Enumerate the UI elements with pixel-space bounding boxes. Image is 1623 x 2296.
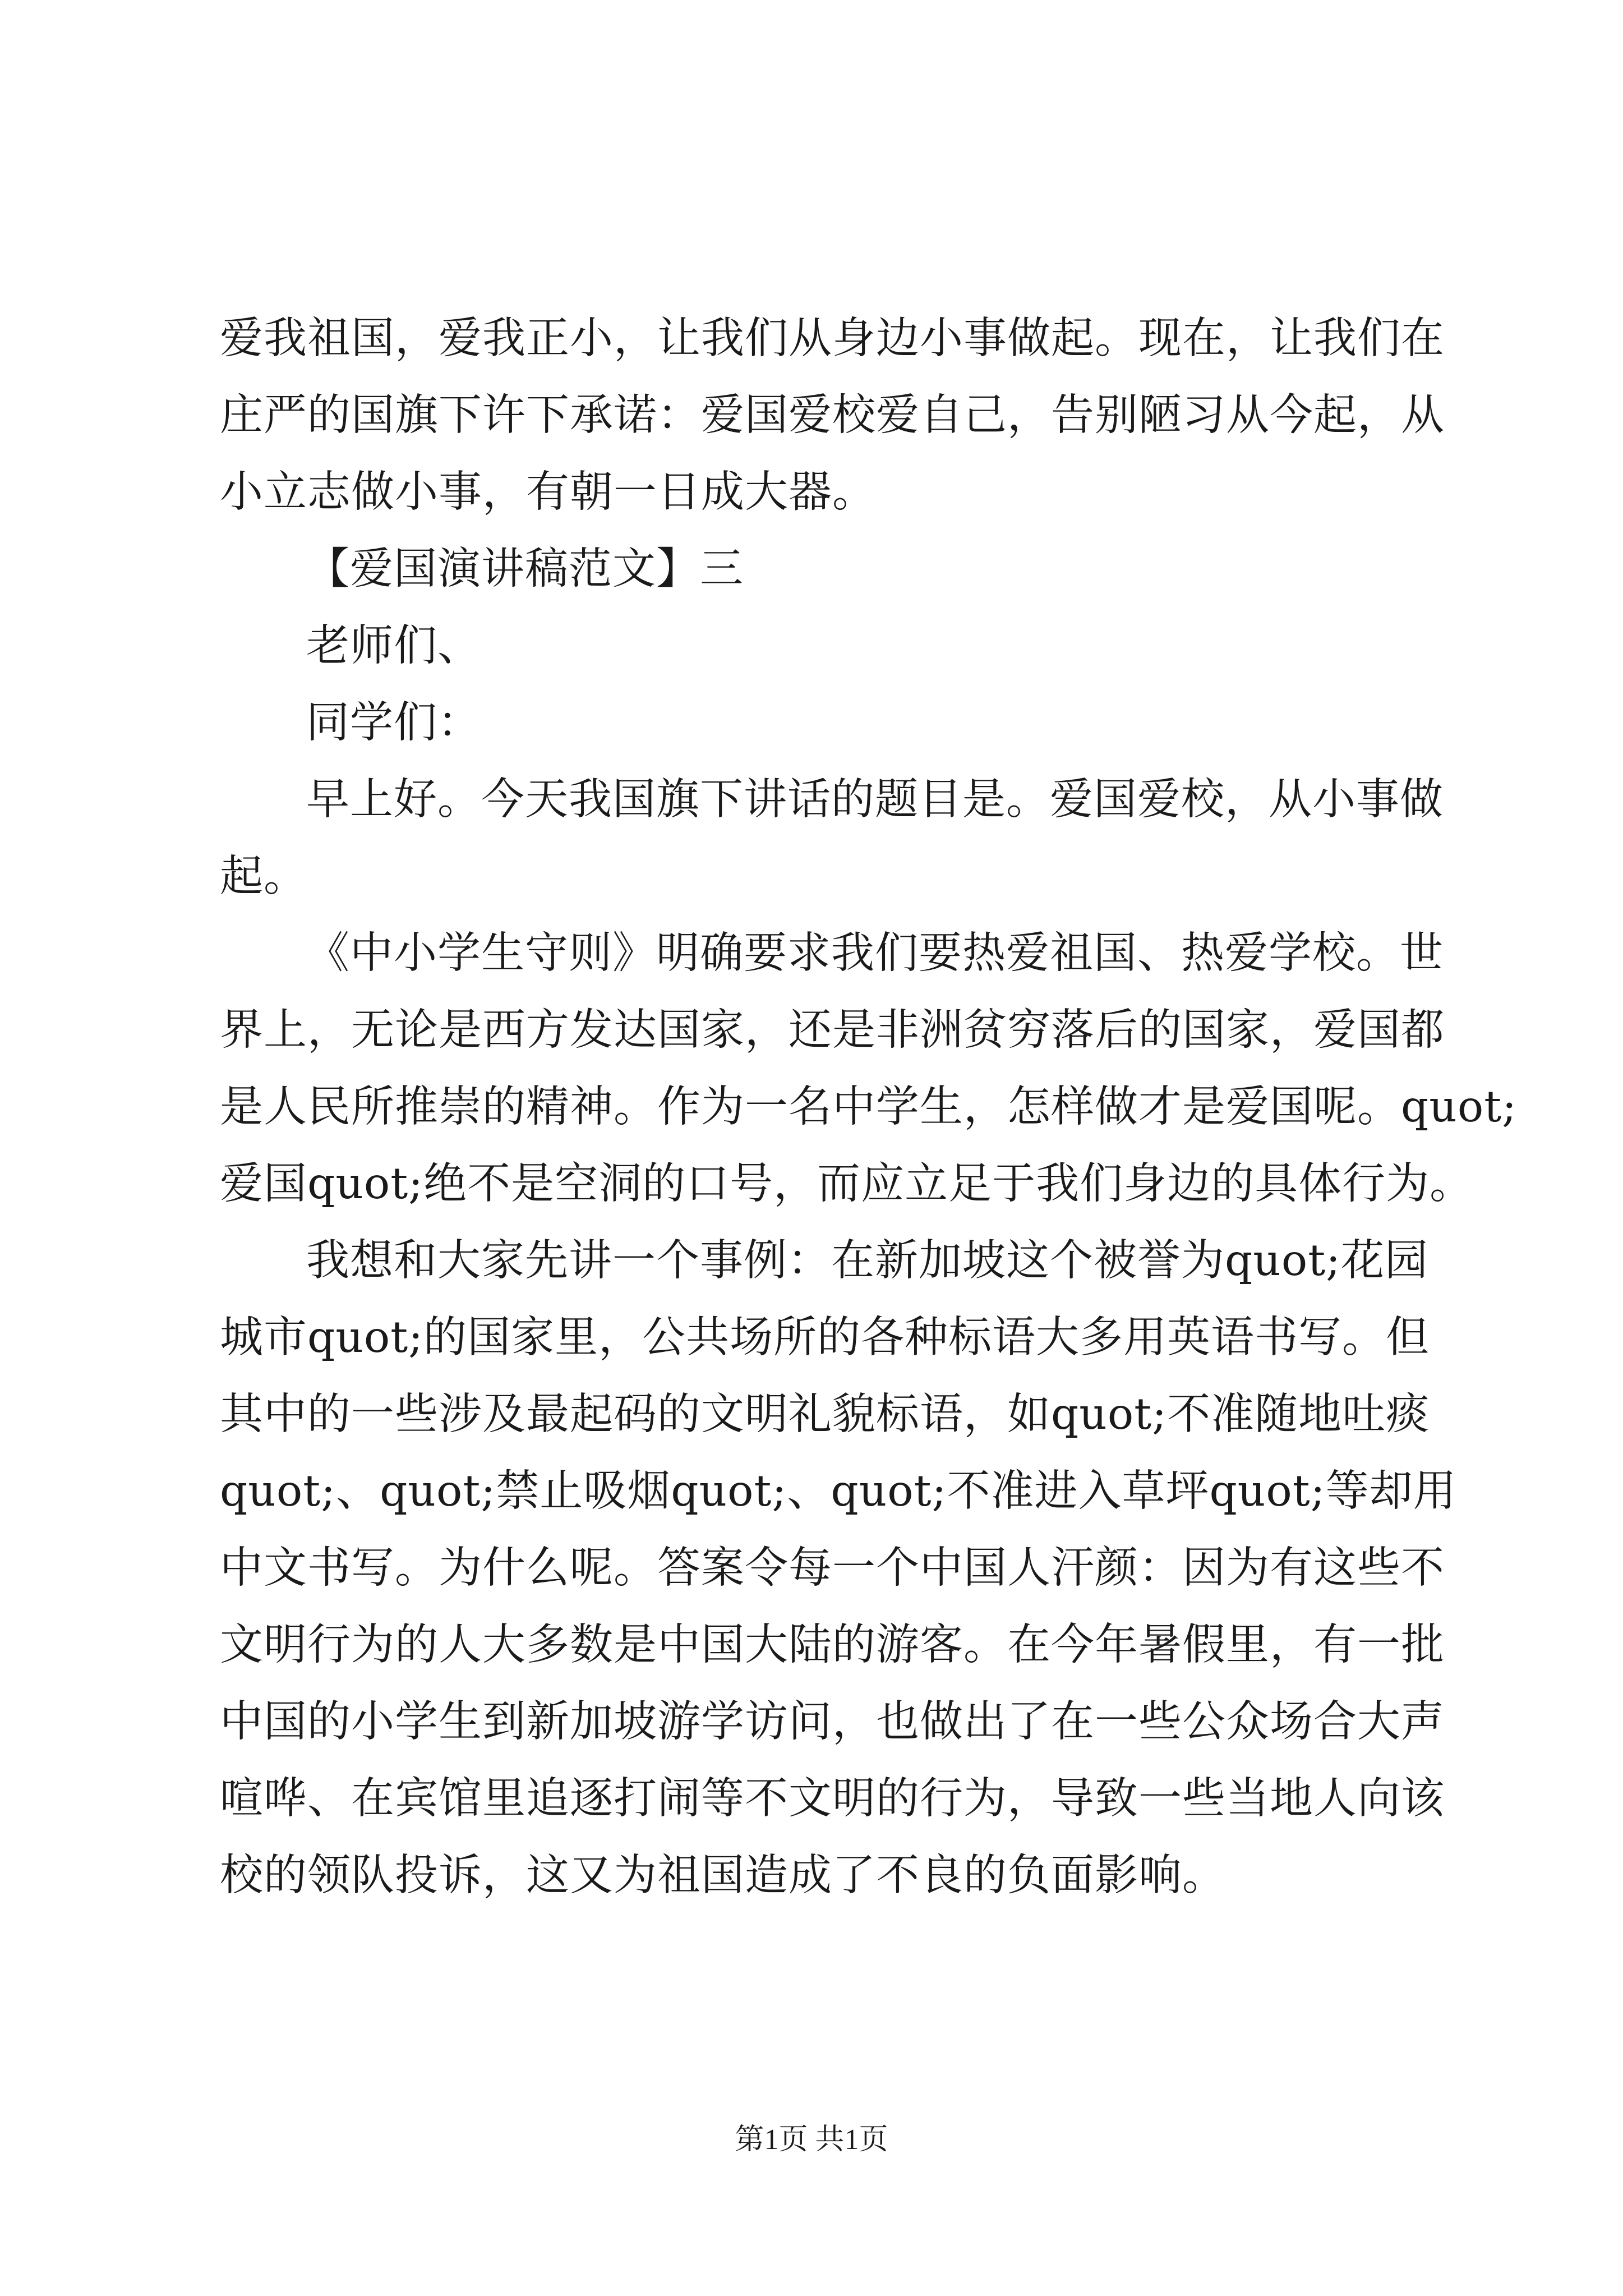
paragraph-line: 界上，无论是西方发达国家，还是非洲贫穷落后的国家，爱国都 [220,1005,1445,1055]
salutation-line: 同学们： [306,698,481,748]
paragraph-line: 《中小学生守则》明确要求我们要热爱祖国、热爱学校。世 [306,928,1444,978]
paragraph-line: 文明行为的人大多数是中国大陆的游客。在今年暑假里，有一批 [220,1620,1445,1670]
document-body [220,300,1518,1914]
paragraph-line: 起。 [220,852,307,901]
paragraph-line: 城市quot;的国家里，公共场所的各种标语大多用英语书写。但 [220,1313,1430,1363]
page-number-footer: 第1页 共1页 [735,2124,888,2156]
paragraph-line: 其中的一些涉及最起码的文明礼貌标语，如quot;不准随地吐痰 [220,1389,1430,1439]
paragraph-line: 庄严的国旗下许下承诺：爱国爱校爱自己，告别陋习从今起，从 [220,390,1445,440]
paragraph-line: 爱我祖国，爱我正小，让我们从身边小事做起。现在，让我们在 [220,314,1445,364]
paragraph-line: 是人民所推崇的精神。作为一名中学生，怎样做才是爱国呢。quot; [220,1082,1518,1132]
paragraph-line: 小立志做小事，有朝一日成大器。 [220,467,876,517]
salutation-line: 老师们、 [306,621,481,671]
paragraph-line: 中文书写。为什么呢。答案令每一个中国人汗颜：因为有这些不 [220,1543,1445,1593]
paragraph-line: quot;、quot;禁止吸烟quot;、quot;不准进入草坪quot;等却用 [220,1466,1457,1516]
paragraph-line: 早上好。今天我国旗下讲话的题目是。爱国爱校，从小事做 [306,775,1444,825]
paragraph-line: 爱国quot;绝不是空洞的口号，而应立足于我们身边的具体行为。 [220,1159,1474,1209]
paragraph-line: 中国的小学生到新加坡游学访问，也做出了在一些公众场合大声 [220,1697,1445,1747]
paragraph-line: 喧哗、在宾馆里追逐打闹等不文明的行为，导致一些当地人向该 [220,1774,1445,1824]
section-heading: 【爱国演讲稿范文】三 [306,544,744,594]
paragraph-line: 我想和大家先讲一个事例：在新加坡这个被誉为quot;花园 [306,1236,1429,1286]
paragraph-line: 校的领队投诉，这又为祖国造成了不良的负面影响。 [220,1851,1226,1901]
